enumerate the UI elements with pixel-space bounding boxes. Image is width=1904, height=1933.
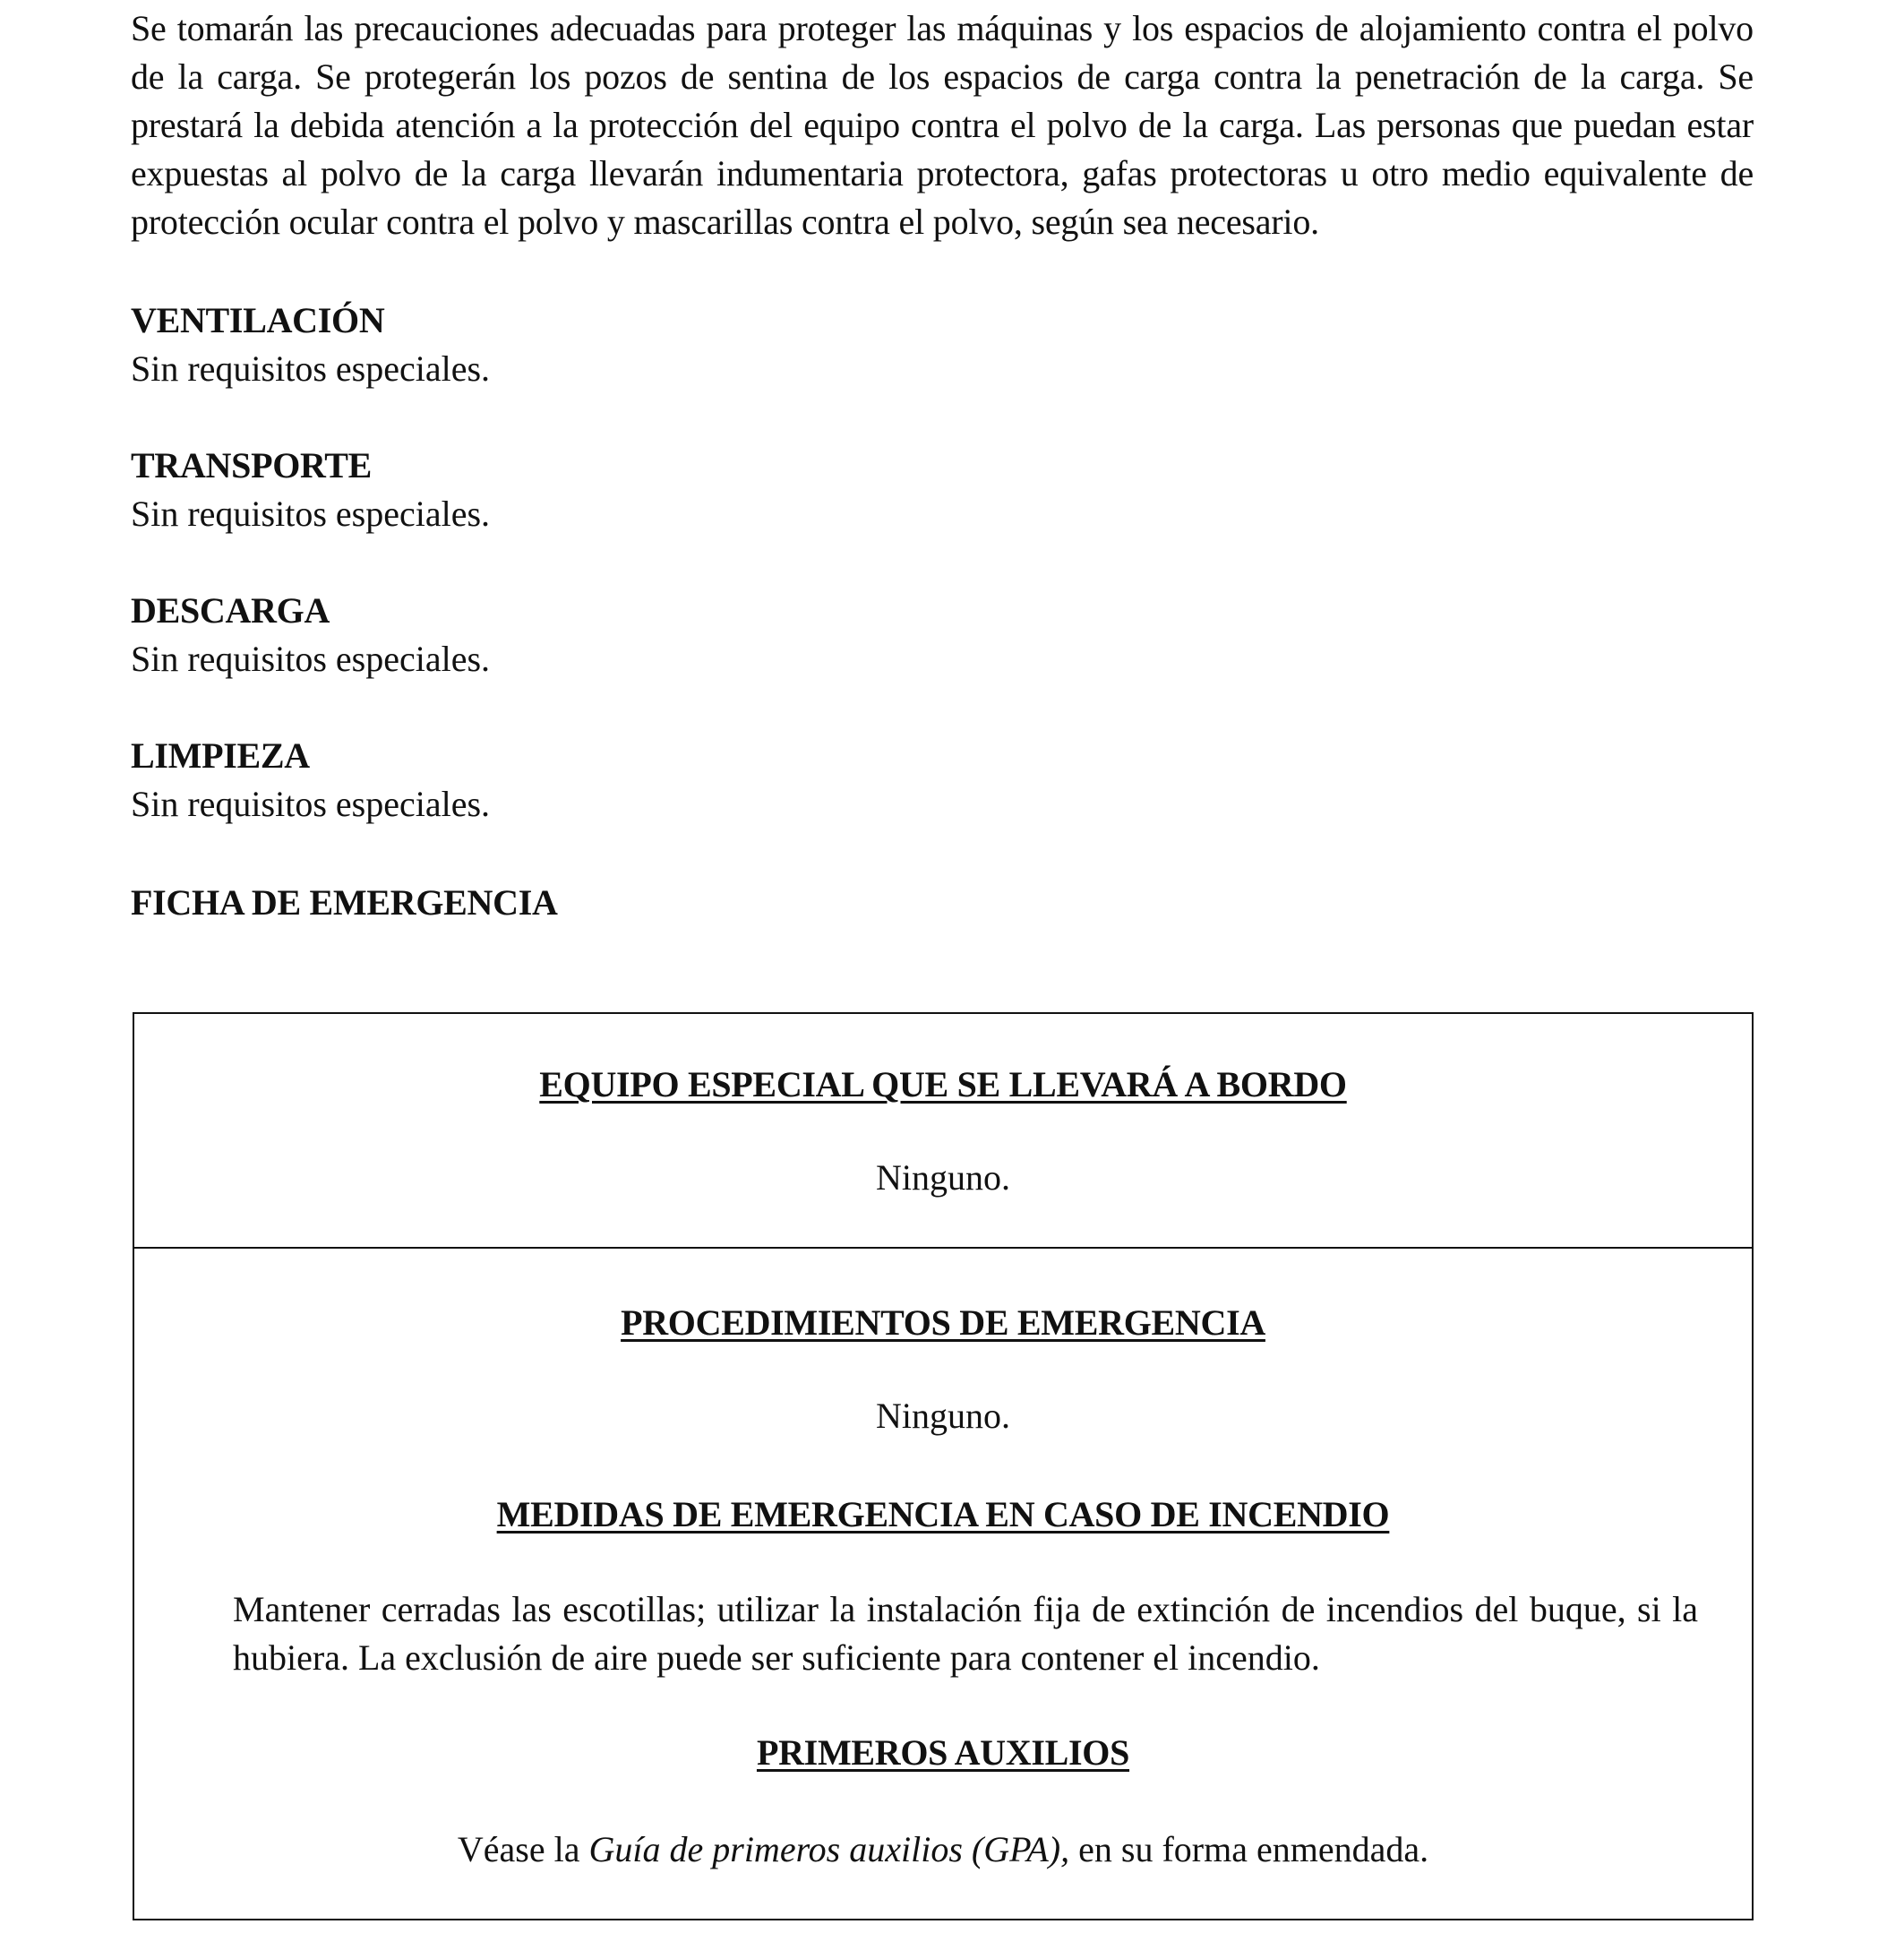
- incendio-heading: MEDIDAS DE EMERGENCIA EN CASO DE INCENDIO: [496, 1494, 1390, 1534]
- primeros-auxilios-text: [134, 1826, 1752, 1874]
- emergency-procedures-panel: [134, 1249, 1752, 1874]
- section-limpieza: [131, 732, 1754, 829]
- section-body: Sin requisitos especiales.: [131, 784, 491, 824]
- aid-text-before: Véase la: [457, 1829, 589, 1869]
- section-heading: LIMPIEZA: [131, 735, 310, 776]
- incendio-text: Mantener cerradas las escotillas; utilizar la instalación fija de extinción de incendios del buque, si la hubiera. La exclusión de aire puede ser suficiente para contener el incendio.: [233, 1589, 1698, 1678]
- section-body: Sin requisitos especiales.: [131, 494, 491, 534]
- section-body: Sin requisitos especiales.: [131, 639, 491, 679]
- section-heading: TRANSPORTE: [131, 445, 372, 485]
- ficha-emergencia-title: FICHA DE EMERGENCIA: [131, 882, 558, 923]
- procedimientos-heading: PROCEDIMIENTOS DE EMERGENCIA: [621, 1302, 1265, 1343]
- primeros-auxilios-heading: PRIMEROS AUXILIOS: [756, 1732, 1130, 1773]
- procedimientos-text: Ninguno.: [876, 1396, 1010, 1436]
- aid-guide-title: Guía de primeros auxilios (GPA),: [588, 1829, 1070, 1869]
- document-page: [131, 0, 1754, 927]
- emergency-card-box: [133, 1012, 1754, 1920]
- section-heading: DESCARGA: [131, 590, 330, 631]
- equipo-heading: EQUIPO ESPECIAL QUE SE LLEVARÁ A BORDO: [539, 1064, 1347, 1104]
- equipo-text: Ninguno.: [876, 1157, 1010, 1198]
- aid-text-after: en su forma enmendada.: [1069, 1829, 1429, 1869]
- section-transporte: [131, 442, 1754, 538]
- section-descarga: [131, 587, 1754, 683]
- equipo-especial-panel: [134, 1014, 1752, 1249]
- section-ventilacion: [131, 296, 1754, 393]
- section-heading: VENTILACIÓN: [131, 300, 385, 340]
- section-body: Sin requisitos especiales.: [131, 348, 491, 389]
- intro-paragraph: Se tomarán las precauciones adecuadas para proteger las máquinas y los espacios de alojamiento contra el polvo de la carga. Se protegerán los pozos de sentina de los espacios de carga contra la penetración de la carga. Se prestará la debida atención a la protección del equipo contra el polvo de la carga. Las personas que puedan estar expuestas al polvo de la carga llevarán indumentaria protectora, gafas protectoras u otro medio equivalente de protección ocular contra el polvo y mascarillas contra el polvo, según sea necesario.: [131, 8, 1754, 242]
